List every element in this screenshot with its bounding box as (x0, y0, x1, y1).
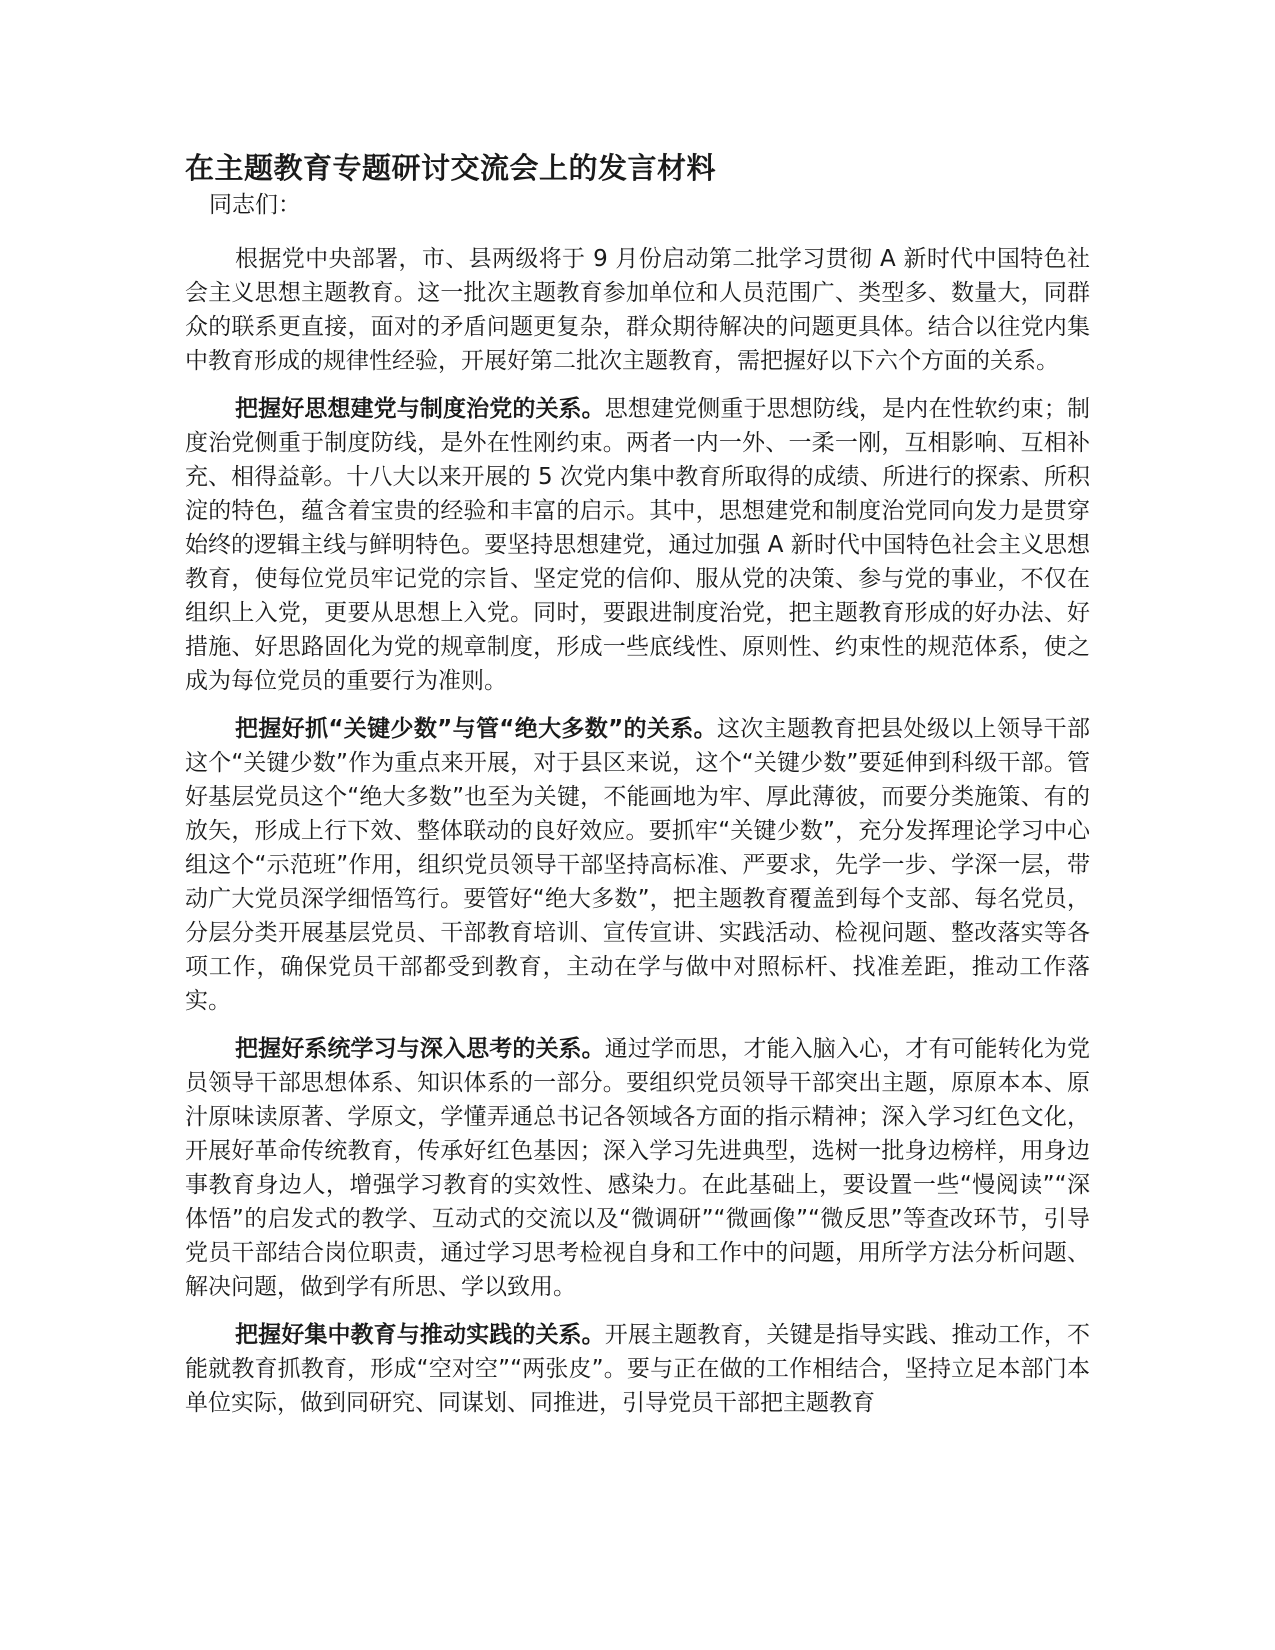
paragraph-thought-and-institution (185, 392, 1090, 698)
paragraph-key-minority-majority (185, 712, 1090, 1018)
paragraph-body: 思想建党侧重于思想防线，是内在性软约束；制度治党侧重于制度防线，是外在性刚约束。两者一内一外、一柔一刚，互相影响、互相补充、相得益彰。十八大以来开展的 5 次党内集中教育所取得的成绩、所进行的探索、所积淀的特色，蕴含着宝贵的经验和丰富的启示。其中，思想建党和制度治党同向发力是贯穿始终的逻辑主线与鲜明特色。要坚持思想建党，通过加强 A 新时代中国特色社会主义思想教育，使每位党员牢记党的宗旨、坚定党的信仰、服从党的决策、参与党的事业，不仅在组织上入党，更要从思想上入党。同时，要跟进制度治党，把主题教育形成的好办法、好措施、好思路固化为党的规章制度，形成一些底线性、原则性、约束性的规范体系，使之成为每位党员的重要行为准则。 (185, 396, 1091, 694)
paragraph-body: 通过学而思，才能入脑入心，才有可能转化为党员领导干部思想体系、知识体系的一部分。要组织党员领导干部突出主题，原原本本、原汁原味读原著、学原文，学懂弄通总书记各领域各方面的指示精神；深入学习红色文化，开展好革命传统教育，传承好红色基因；深入学习先进典型，选树一批身边榜样，用身边事教育身边人，增强学习教育的实效性、感染力。在此基础上，要设置一些“慢阅读”“深体悟”的启发式的教学、互动式的交流以及“微调研”“微画像”“微反思”等查改环节，引导党员干部结合岗位职责，通过学习思考检视自身和工作中的问题，用所学方法分析问题、解决问题，做到学有所思、学以致用。 (185, 1036, 1091, 1300)
salutation: 同志们： (209, 192, 301, 218)
document-page (185, 148, 1090, 1434)
paragraph-lead: 把握好思想建党与制度治党的关系。 (235, 396, 605, 422)
paragraph-education-and-practice (185, 1318, 1090, 1420)
paragraph-body: 这次主题教育把县处级以上领导干部这个“关键少数”作为重点来开展，对于县区来说，这个“关键少数”要延伸到科级干部。管好基层党员这个“绝大多数”也至为关键，不能画地为牢、厚此薄彼，而要分类施策、有的放矢，形成上行下效、整体联动的良好效应。要抓牢“关键少数”，充分发挥理论学习中心组这个“示范班”作用，组织党员领导干部坚持高标准、严要求，先学一步、学深一层，带动广大党员深学细悟笃行。要管好“绝大多数”，把主题教育覆盖到每个支部、每名党员，分层分类开展基层党员、干部教育培训、宣传宣讲、实践活动、检视问题、整改落实等各项工作，确保党员干部都受到教育，主动在学与做中对照标杆、找准差距，推动工作落实。 (185, 716, 1091, 1014)
paragraph-body: 根据党中央部署，市、县两级将于 9 月份启动第二批学习贯彻 A 新时代中国特色社会主义思想主题教育。这一批次主题教育参加单位和人员范围广、类型多、数量大，同群众的联系更直接，面对的矛盾问题更复杂，群众期待解决的问题更具体。结合以往党内集中教育形成的规律性经验，开展好第二批次主题教育，需把握好以下六个方面的关系。 (185, 246, 1090, 374)
document-title: 在主题教育专题研讨交流会上的发言材料 (185, 151, 717, 185)
paragraph-body: 开展主题教育，关键是指导实践、推动工作，不能就教育抓教育，形成“空对空”“两张皮”。要与正在做的工作相结合，坚持立足本部门本单位实际，做到同研究、同谋划、同推进，引导党员干部把主题教育 (185, 1322, 1091, 1416)
paragraph-lead: 把握好抓“关键少数”与管“绝大多数”的关系。 (235, 716, 717, 742)
paragraph-study-and-thinking (185, 1032, 1090, 1304)
paragraph-lead: 把握好系统学习与深入思考的关系。 (235, 1036, 605, 1062)
paragraph-intro (185, 242, 1090, 378)
paragraph-lead: 把握好集中教育与推动实践的关系。 (235, 1322, 605, 1348)
